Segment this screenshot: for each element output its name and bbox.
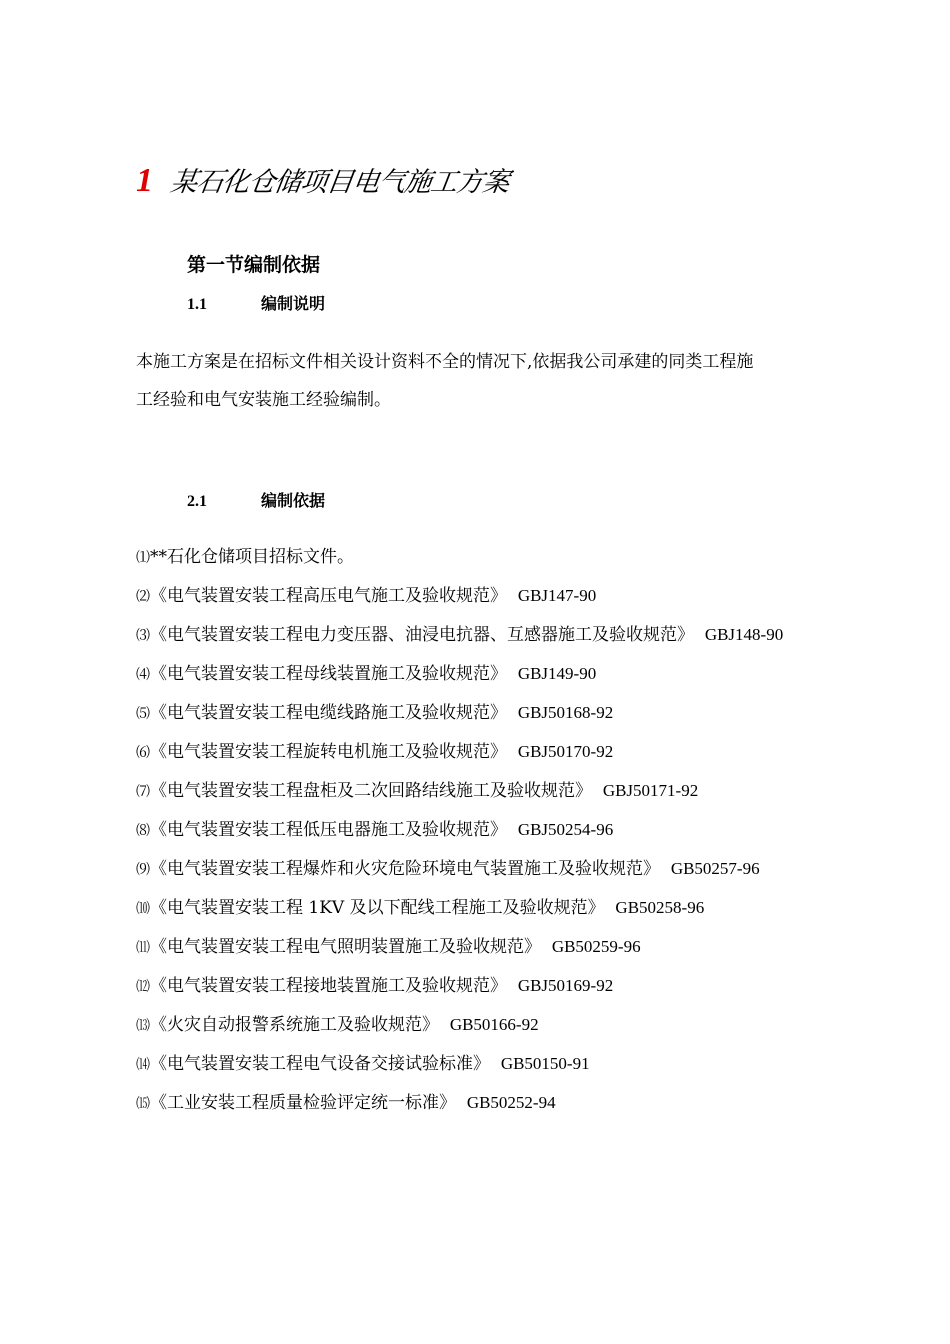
reference-item — [136, 1084, 846, 1123]
reference-item — [136, 1006, 846, 1045]
reference-number: ⑺ — [136, 784, 150, 800]
reference-number: ⑾ — [136, 940, 150, 956]
intro-line: 工经验和电气安装施工经验编制。 — [136, 390, 391, 410]
reference-title: 《电气装置安装工程爆炸和火灾危险环境电气装置施工及验收规范》 — [150, 859, 660, 879]
reference-item — [136, 577, 846, 616]
subsection-heading-1 — [187, 291, 325, 314]
chapter-title: 某石化仓储项目电气施工方案 — [168, 167, 511, 198]
intro-paragraph — [136, 343, 846, 419]
reference-title: 《电气装置安装工程 1KV 及以下配线工程施工及验收规范》 — [150, 898, 605, 918]
reference-code: GBJ50254-96 — [517, 820, 614, 839]
reference-number: ⑸ — [136, 706, 150, 722]
reference-code: GBJ50170-92 — [517, 742, 614, 761]
reference-title: 《电气装置安装工程低压电器施工及验收规范》 — [150, 820, 507, 840]
section-title: 第一节编制依据 — [187, 254, 321, 276]
reference-item — [136, 850, 846, 889]
reference-number: ⑿ — [136, 979, 150, 995]
reference-title: 《电气装置安装工程电气照明装置施工及验收规范》 — [150, 937, 541, 957]
reference-code: GB50258-96 — [615, 898, 705, 917]
reference-number: ⑹ — [136, 745, 150, 761]
reference-code: GBJ50171-92 — [602, 781, 699, 800]
reference-list — [136, 538, 846, 1123]
chapter-number: 1 — [136, 162, 153, 199]
reference-title: 《电气装置安装工程电气设备交接试验标准》 — [150, 1054, 490, 1074]
subsection-label: 编制依据 — [261, 491, 326, 510]
reference-number: ⑴ — [136, 550, 150, 566]
reference-code: GBJ50168-92 — [517, 703, 614, 722]
reference-item — [136, 616, 846, 655]
reference-number: ⑽ — [136, 901, 150, 917]
reference-code: GBJ148-90 — [704, 625, 784, 644]
reference-item — [136, 538, 846, 577]
reference-item — [136, 928, 846, 967]
subsection-heading-2 — [187, 488, 325, 511]
reference-item — [136, 967, 846, 1006]
reference-number: ⑻ — [136, 823, 150, 839]
reference-title: **石化仓储项目招标文件。 — [150, 547, 354, 567]
reference-number: ⑶ — [136, 628, 150, 644]
reference-item — [136, 694, 846, 733]
reference-code: GBJ147-90 — [517, 586, 597, 605]
reference-title: 《电气装置安装工程电缆线路施工及验收规范》 — [150, 703, 507, 723]
reference-title: 《电气装置安装工程盘柜及二次回路结线施工及验收规范》 — [150, 781, 592, 801]
reference-number: ⑼ — [136, 862, 150, 878]
reference-item — [136, 1045, 846, 1084]
reference-item — [136, 772, 846, 811]
reference-title: 《工业安装工程质量检验评定统一标准》 — [150, 1093, 456, 1113]
reference-code: GB50259-96 — [551, 937, 641, 956]
reference-item — [136, 889, 846, 928]
reference-item — [136, 655, 846, 694]
reference-title: 《电气装置安装工程电力变压器、油浸电抗器、互感器施工及验收规范》 — [150, 625, 694, 645]
reference-item — [136, 811, 846, 850]
intro-line: 本施工方案是在招标文件相关设计资料不全的情况下,依据我公司承建的同类工程施 — [136, 352, 754, 372]
reference-code: GB50166-92 — [449, 1015, 539, 1034]
reference-code: GB50257-96 — [670, 859, 760, 878]
reference-code: GB50252-94 — [466, 1093, 556, 1112]
reference-item — [136, 733, 846, 772]
chapter-heading — [136, 160, 509, 200]
reference-title: 《电气装置安装工程旋转电机施工及验收规范》 — [150, 742, 507, 762]
reference-title: 《电气装置安装工程母线装置施工及验收规范》 — [150, 664, 507, 684]
reference-number: ⒀ — [136, 1018, 150, 1034]
reference-number: ⑵ — [136, 589, 150, 605]
reference-title: 《电气装置安装工程接地装置施工及验收规范》 — [150, 976, 507, 996]
reference-title: 《火灾自动报警系统施工及验收规范》 — [150, 1015, 439, 1035]
subsection-number: 1.1 — [187, 296, 207, 313]
reference-code: GB50150-91 — [500, 1054, 590, 1073]
reference-code: GBJ149-90 — [517, 664, 597, 683]
reference-title: 《电气装置安装工程高压电气施工及验收规范》 — [150, 586, 507, 606]
reference-number: ⒁ — [136, 1057, 150, 1073]
subsection-label: 编制说明 — [261, 294, 326, 313]
reference-number: ⒂ — [136, 1096, 150, 1112]
reference-code: GBJ50169-92 — [517, 976, 614, 995]
subsection-number: 2.1 — [187, 493, 207, 510]
reference-number: ⑷ — [136, 667, 150, 683]
